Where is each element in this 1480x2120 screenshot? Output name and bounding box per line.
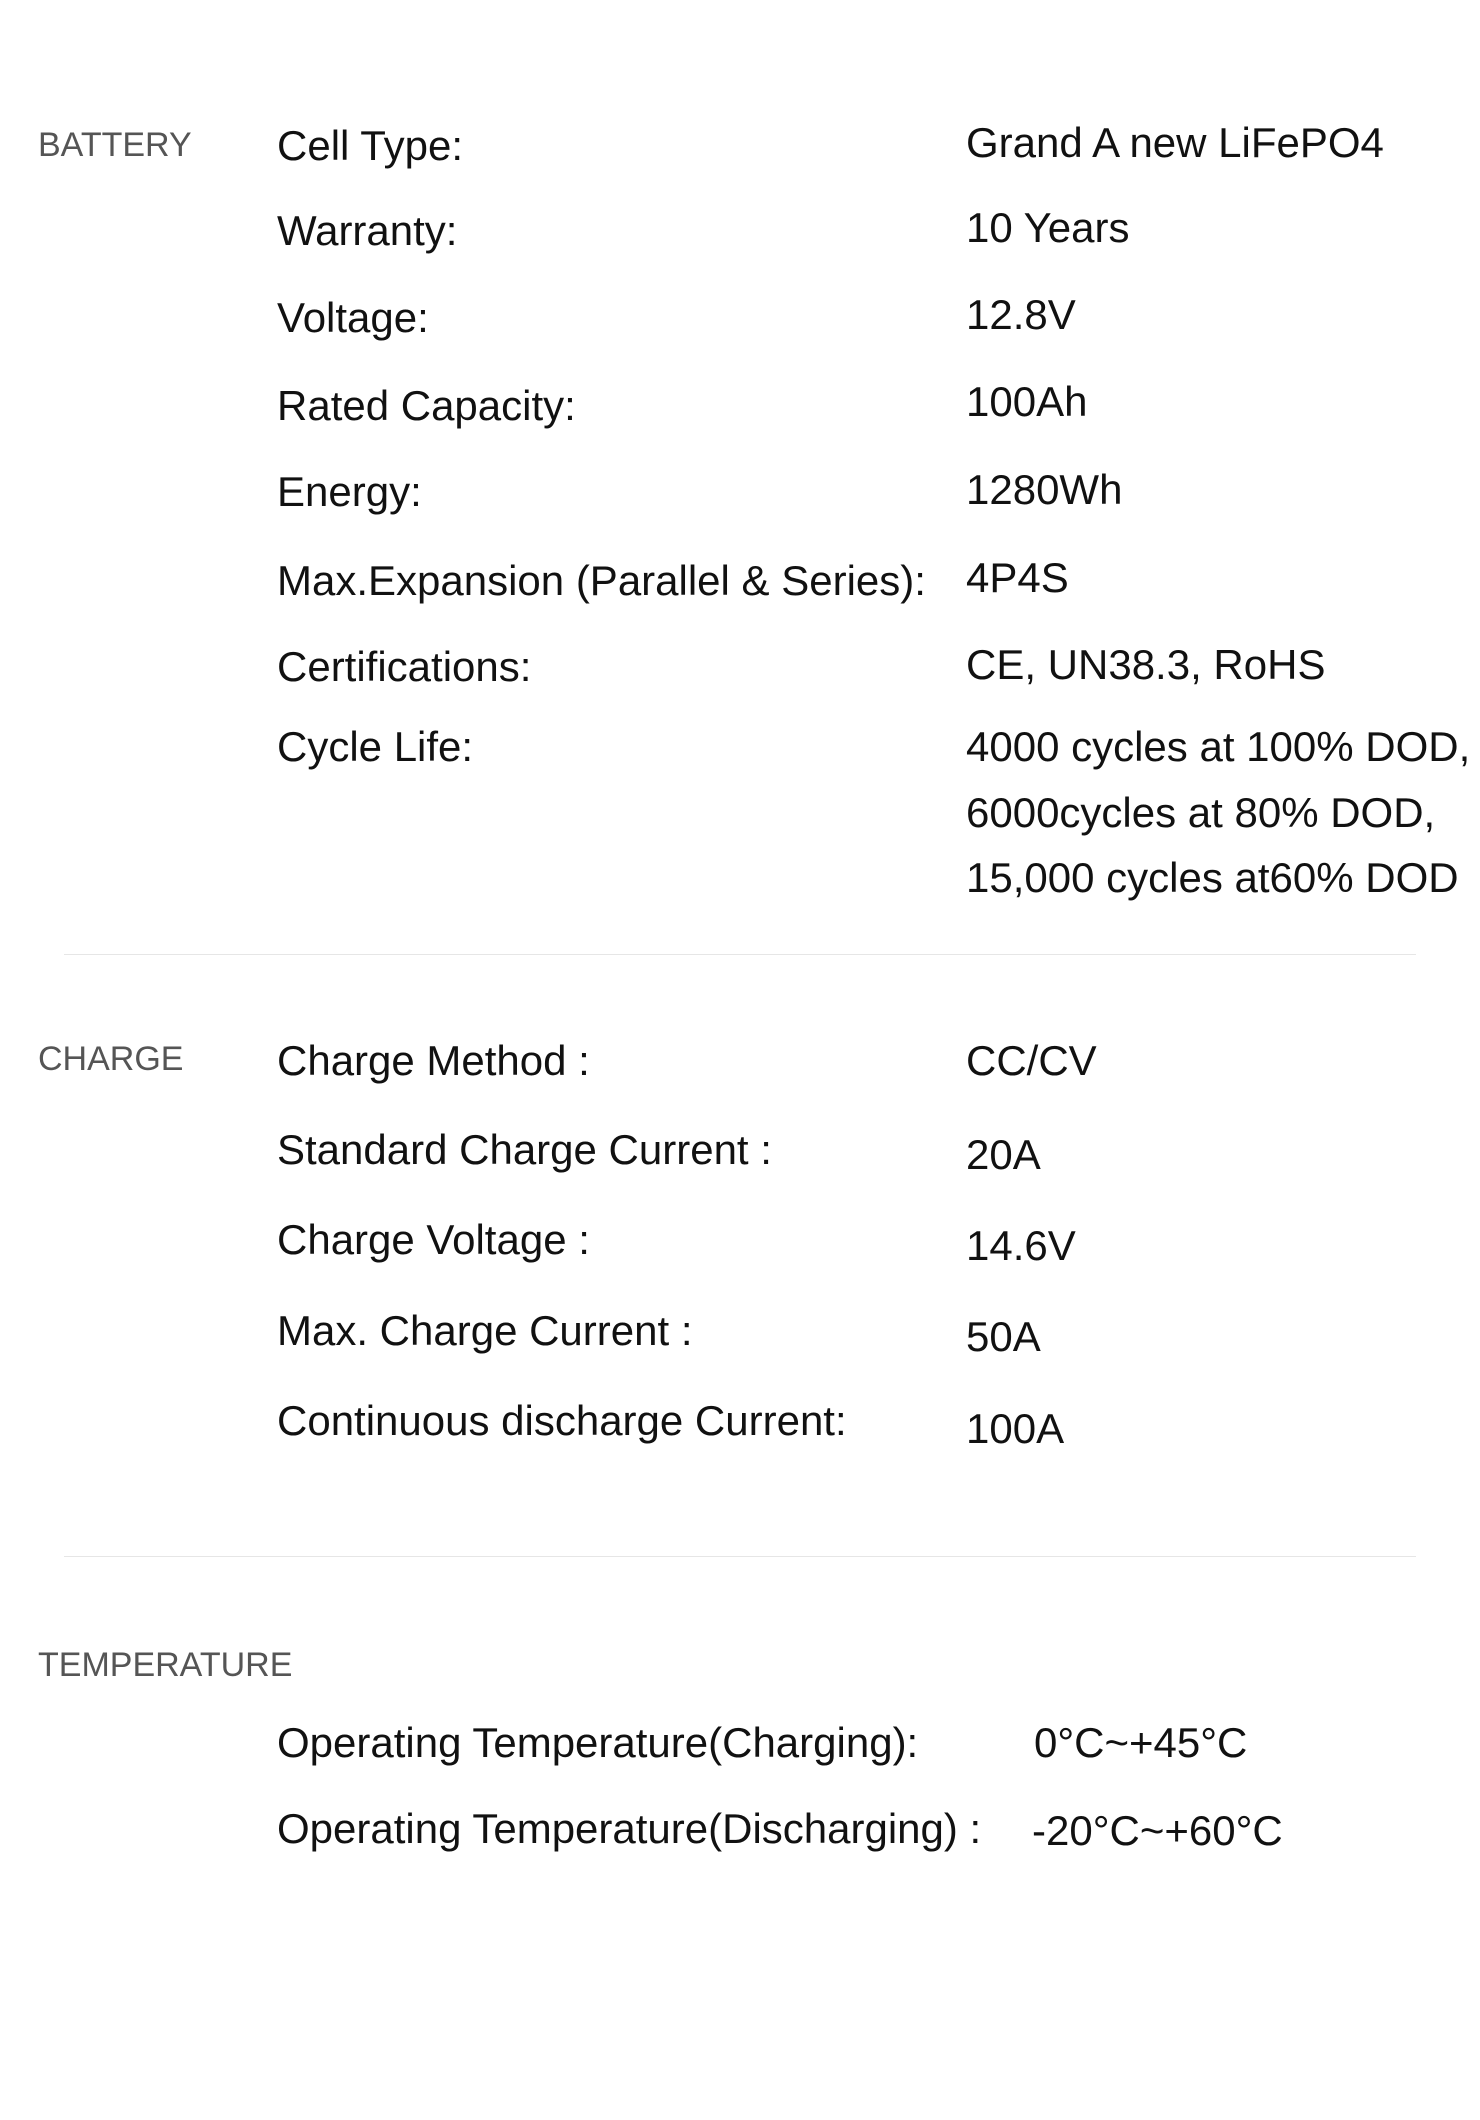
operating-temp-charging-label: Operating Temperature(Charging):	[277, 1719, 919, 1766]
rated-capacity-value: 100Ah	[966, 378, 1088, 425]
charge-voltage-label: Charge Voltage :	[277, 1216, 590, 1263]
max-expansion-value: 4P4S	[966, 554, 1069, 601]
max-expansion-label: Max.Expansion (Parallel & Series):	[277, 557, 926, 604]
operating-temp-discharging-value: -20°C~+60°C	[1032, 1807, 1283, 1854]
cycle-life-value-line-2: 6000cycles at 80% DOD,	[966, 789, 1436, 836]
charge-section-title: CHARGE	[38, 1040, 184, 1078]
warranty-label: Warranty:	[277, 207, 458, 254]
cell-type-value: Grand A new LiFePO4	[966, 119, 1384, 166]
continuous-discharge-current-value: 100A	[966, 1405, 1065, 1452]
section-divider	[64, 954, 1416, 955]
temperature-section-title: TEMPERATURE	[38, 1646, 293, 1684]
operating-temp-charging-value: 0°C~+45°C	[1034, 1719, 1248, 1766]
energy-value: 1280Wh	[966, 466, 1123, 513]
cell-type-label: Cell Type:	[277, 122, 463, 169]
max-charge-current-label: Max. Charge Current :	[277, 1307, 693, 1354]
charge-method-label: Charge Method :	[277, 1037, 590, 1084]
standard-charge-current-value: 20A	[966, 1131, 1041, 1178]
continuous-discharge-current-label: Continuous discharge Current:	[277, 1397, 847, 1444]
energy-label: Energy:	[277, 468, 422, 515]
voltage-value: 12.8V	[966, 291, 1076, 338]
standard-charge-current-label: Standard Charge Current :	[277, 1126, 772, 1173]
battery-section-title: BATTERY	[38, 126, 192, 164]
cycle-life-value-line-3: 15,000 cycles at60% DOD	[966, 854, 1459, 901]
certifications-value: CE, UN38.3, RoHS	[966, 641, 1326, 688]
section-divider	[64, 1556, 1416, 1557]
operating-temp-discharging-label: Operating Temperature(Discharging) :	[277, 1805, 982, 1852]
charge-voltage-value: 14.6V	[966, 1222, 1076, 1269]
max-charge-current-value: 50A	[966, 1313, 1041, 1360]
certifications-label: Certifications:	[277, 643, 532, 690]
voltage-label: Voltage:	[277, 294, 429, 341]
rated-capacity-label: Rated Capacity:	[277, 382, 576, 429]
charge-method-value: CC/CV	[966, 1037, 1097, 1084]
cycle-life-value-line-1: 4000 cycles at 100% DOD,	[966, 723, 1471, 770]
cycle-life-label: Cycle Life:	[277, 723, 474, 770]
warranty-value: 10 Years	[966, 204, 1130, 251]
